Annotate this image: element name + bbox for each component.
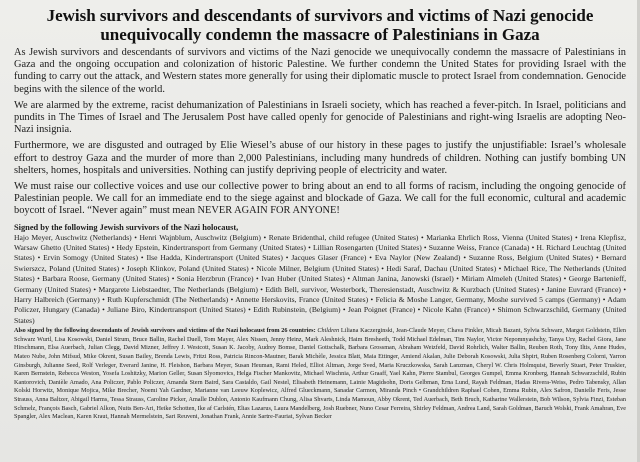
paragraph-call-to-action: We must raise our collective voices and use our collective power to bring about an end to all forms of racism, including the ongoing genocide of Palestinian people. We call for an immediate end to the siege against and blockade of Gaza. We call for the full economic, cultural and academic boycott of Israel. “Never again” must mean NEVER AGAIN FOR ANYONE!	[14, 181, 626, 217]
signatories-heading: Signed by the following Jewish survivors of the Nazi holocaust,	[14, 222, 239, 232]
descendants-heading	[14, 327, 626, 422]
paragraph-condemnation: As Jewish survivors and descendants of survivors and victims of the Nazi genocide we unequivocally condemn the massacre of Palestinians in Gaza and the ongoing occupation and colonization of historic Palestine. We further condemn the United States for providing Israel with the funding to carry out the attack, and Western states more generally for using their diplomatic muscle to protect Israel from condemnation. Genocide begins with the silence of the world.	[14, 47, 626, 95]
descendants-region-label: Children	[317, 327, 340, 335]
descendants-heading-text: Also signed by the following descendants of Jewish survivors and victims of the Nazi holocaust from 26 countries:	[14, 327, 316, 335]
paragraph-dehumanization: We are alarmed by the extreme, racist dehumanization of Palestinians in Israeli society, which has reached a fever-pitch. In Israel, politicians and pundits in The Times of Israel and The Jerusalem Post have called openly for genocide of Palestinians and right-wing Israelis are adopting Neo-Nazi insignia.	[14, 99, 626, 136]
headline: Jewish survivors and descendants of survivors and victims of Nazi genocide unequivocally condemn the massacre of Palestinians in Gaza	[46, 6, 594, 44]
paragraph-outrage: Furthermore, we are disgusted and outraged by Elie Wiesel’s abuse of our history in these pages to justify the unjustifiable: Israel’s wholesale effort to destroy Gaza and the murder of more than 2,000 Palestinians, including many hundreds of children. Nothing can justify bombing UN shelters, homes, hospitals and universities. Nothing can justify depriving people of electricity and water.	[14, 140, 626, 176]
descendant-signatories: Liliana Kaczerginski, Jean-Claude Meyer, Chava Finkler, Micah Bazant, Sylvia Schwarz, Margot Goldstein, Ellen Schwarz Wurtl, Lisa Kosowski, Daniel Strum, Bruce Ballin, Rachel Duell, Tom Mayer, Alex Nissen, Jenny Heinz, Mark Aleshnick, Haim Bresheeth, Todd Michael Edelman, Tim Naylor, Victor Nepomnyashchy, Tanya Ury, Rachel Giora, Jane Hirschmann, Elsa Auerbach, Julian Clegg, David Mizner, Jeffrey J. Westcott, Susan K. Jacoby, Audrey Bomse, Daniel Gottschalk, Barbara Grossman, Abraham Weizfeld, David Rohrlich, Walter Ballin, Reuben Roth, Tony Iltis, Anne Hudes, Mateo Nube, John Mifsud, Mike Okrent, Susan Bailey, Brenda Lewis, Fritzi Ross, Patricia Rincon-Mautner, Barak Michèle, Jessica Blatt, Maia Ettinger, Amiend Akalan, Julie Deborah Kosowski, Julia Shpirt, Ruben Rosenberg Colorni, Yarron Ginsburgh, Julianne Seed, Rolf Verleger, Everard Janine, H. Fleishon, Barbara Meyer, Susan Heuman, Rami Heled, Elliot Altman, Jorge Sved, Maria Kruczkowska, Sarah Lanzman, Cheryl W. Chris Holmquist, Beverly Stuart, Peter Truskier, Karen Bernstein, Rebecca Weston, Yosefa Loshitzky, Marion Geller, Susan Slyomovics, Helga Fischer Mankovitz, Michael Wischnia, Arthur Graaff, Yael Kahn, Pierre Stambul, Georges Gumpel, Emma Kronberg, Hannah Schwarzschild, Rubin Kantorovich, Danièle Amado, Ana Policzer, Pablo Policzer, Amanda Stern Baird, Sara Castaldo, Gail Nestel, Elisabeth Heinemann, Lainie Magidsohn, Doris Gelbman, Erna Lund, Rayah Feldman, Hadas Rivera-Weiss, Pedro Tabensky, Allan Kolski Horwitz, Monique Mojica, Mike Brecher, Noemi Yah Gardner, Marianne van Leeuw Koplewicz, Alfred Glueckmann, Sanadar Carmon, Miranda Pinch • Grandchildren Raphael Cohen, Emma Rubin, Alex Safron, Danielle Feris, Jesse Strauss, Anna Baltzer, Abigail Harms, Tessa Strauss, Caroline Picker, Amalle Dublon, Antonio Kaufmann Chung, Alisa Shvarts, Linda Mamoun, Abby Okrent, Ted Auerbach, Beth Bruch, Katharine Wallerstein, Bob Wilson, Sylvia Finzi, Esteban Schmelz, François Basch, Gabriel Alkon, Nuits Ben-Ari, Heike Schotten, Ike af Carlstén, Elias Lazarus, Laura Mandelberg, Josh Ruebner, Nuno Cesar Ferreira, Shirley Feldman, Andrea Land, Sarah Goldman, Baruch Wolski, Frank Amahran, Eve Spangler, Alex Maclean, Karen Kraut, Hannah Mermelstein, Sari Reuveni, Jonathan Frank, Annie Sartre-Fauriat, Sylvan Becker	[14, 327, 627, 421]
survivor-signatories: Hajo Meyer, Auschwitz (Netherlands) • Henri Wajnblum, Auschwitz (Belgium) • Renate Bridenthal, child refugee (United States) • Marianka Ehrlich Ross, Vienna (United States) • Irena Klepfisz, Warsaw Ghetto (United States) • Hedy Epstein, Kindertransport from Germany (United States) • Lillian Rosengarten (United States) • Suzanne Weiss, France (Canada) • H. Richard Leuchtag (United States) • Ervin Somogy (United States) • Ilse Hadda, Kindertransport (United States) • Jacques Glaser (France) • Eva Naylor (New Zealand) • Suzanne Ross, Belgium (United States) • Bernard Swierszcz, Poland (United States) • Joseph Klinkov, Poland (United States) • Nicole Milner, Belgium (United States) • Hedi Saraf, Dachau (United States) • Michael Rice, The Netherlands (United States) • Barbara Roose, Germany (United States) • Sonia Herzbrun (France) • Ivan Huber (United States) • Altman Janina, Janowski (Israel) • Miriam Almeleh (United States) • George Bartenieff, Germany (United States) • Margarete Liebstaedter, The Netherlands (Belgium) • Edith Bell, survivor, Westerbork, Theresienstadt, Auschwitz & Kurzbach (United States) • Janine Euvrard (France) • Harry Halbreich (Germany) • Ruth Kupferschmidt (The Netherlands) • Annette Herskovits, France (United States) • Felicia & Moshe Langer, Germany, Moshe survived 5 camps (Germany) • Adam Policzer, Hungary (Canada) • Juliane Biro, Kindertransport (United States) • Edith Rubinstein, (Belgium) • Jean Poignet (France) • Nicole Kahn (France) • Shimon Schwarzschild, Germany (United States)	[14, 232, 626, 325]
